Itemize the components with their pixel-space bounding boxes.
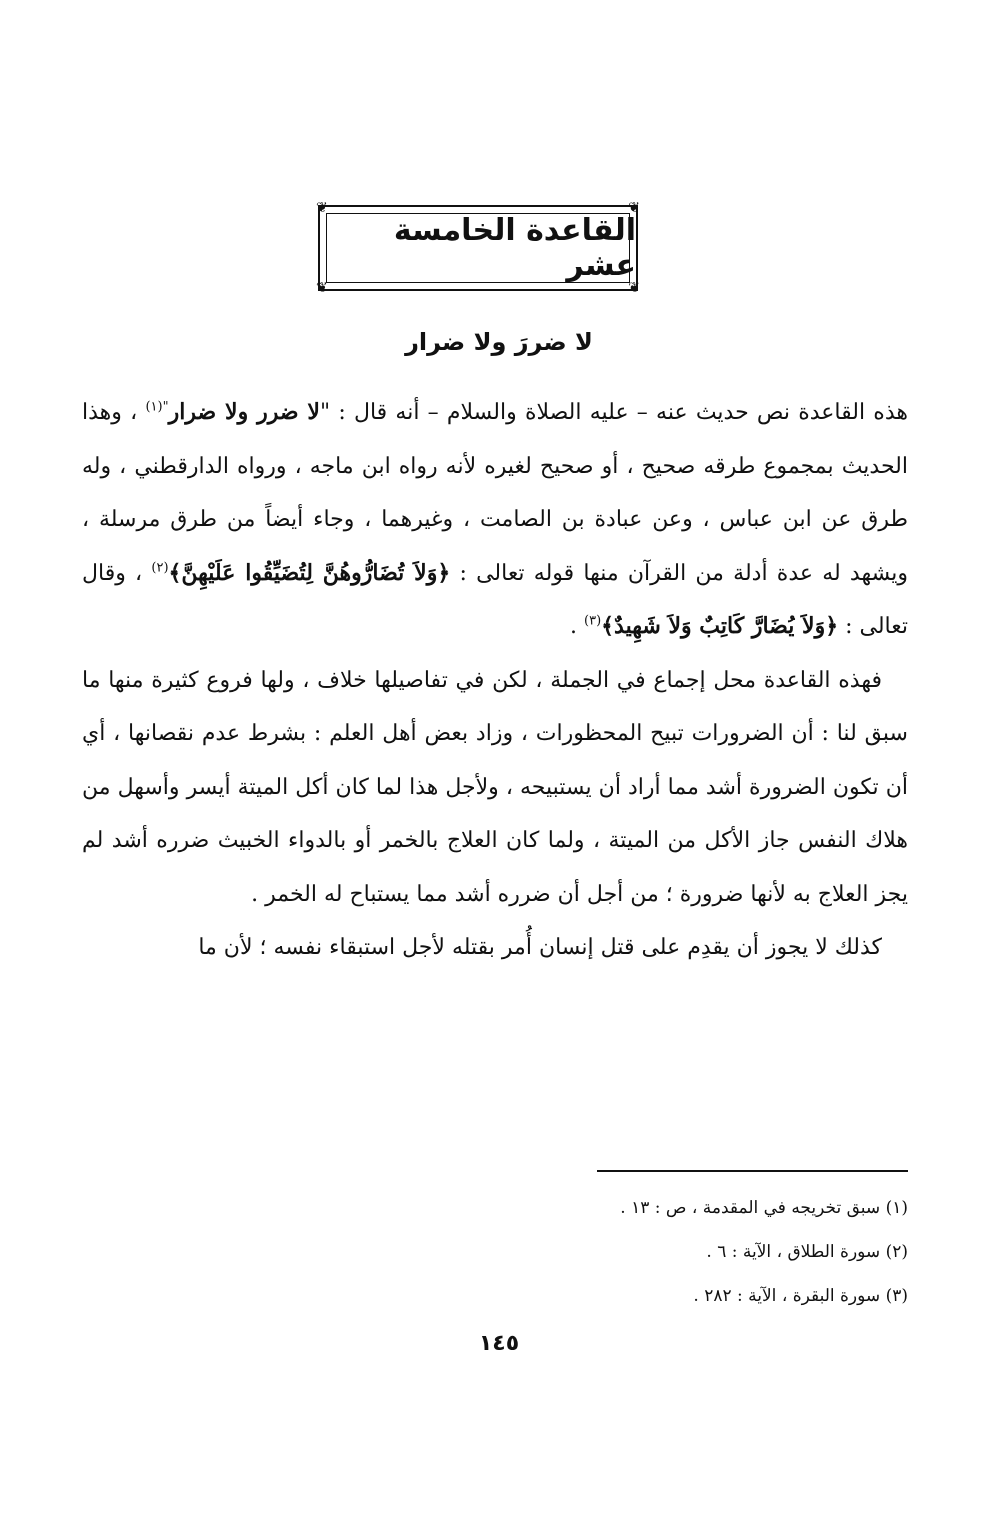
quran-verse-1: ﴿وَلاَ تُضَارُّوهُنَّ لِتُضَيِّقُوا عَلَيْهِنَّ﴾ bbox=[168, 559, 451, 586]
page-number: ١٤٥ bbox=[478, 1331, 520, 1356]
footnote-divider bbox=[597, 1170, 908, 1172]
footnote-ref-3: (٣) bbox=[584, 613, 602, 629]
paragraph-3: كذلك لا يجوز أن يقدِم على قتل إنسان أُمر بقتله لأجل استبقاء نفسه ؛ لأن ما bbox=[198, 935, 882, 960]
paragraph-1-lead: هذه القاعدة نص حديث عنه – عليه الصلاة والسلام – أنه قال : " bbox=[319, 400, 908, 425]
footnote-2: (٢) سورة الطلاق ، الآية : ٦ . bbox=[706, 1242, 908, 1262]
footnote-ref-1: "(١) bbox=[145, 399, 169, 415]
ornament-corner-icon: ❦ bbox=[628, 200, 640, 216]
footnotes bbox=[82, 1186, 908, 1318]
footnote-1: (١) سبق تخريجه في المقدمة ، ص : ١٣ . bbox=[620, 1198, 908, 1218]
ornament-corner-icon: ❦ bbox=[316, 280, 328, 296]
rule-heading: لا ضررَ ولا ضرار bbox=[405, 328, 593, 356]
paragraph-1-middle: ، وهذا الحديث بمجموع طرقه صحيح ، أو صحيح لغيره لأنه رواه ابن ماجه ، ورواه الدارقطني ، وله طرق عن ابن عباس ، وعن عبادة بن الصامت ، وغيرهما ، وجاء أيضاً من طرق مرسلة ، ويشهد له عدة أدلة من القرآن منها قوله تعالى : bbox=[82, 400, 908, 586]
chapter-title-frame bbox=[316, 200, 640, 296]
ornament-corner-icon: ❦ bbox=[316, 200, 328, 216]
main-text bbox=[82, 386, 908, 975]
quran-verse-2: ﴿وَلاَ يُضَارَّ كَاتِبٌ وَلاَ شَهِيدٌ﴾ bbox=[601, 613, 839, 639]
ornament-corner-icon: ❦ bbox=[628, 280, 640, 296]
footnote-3: (٣) سورة البقرة ، الآية : ٢٨٢ . bbox=[693, 1286, 908, 1306]
paragraph-2: فهذه القاعدة محل إجماع في الجملة ، لكن في تفاصيلها خلاف ، ولها فروع كثيرة منها ما سبق لنا : أن الضرورات تبيح المحظورات ، وزاد بعض أهل العلم : بشرط عدم نقصانها ، أي أن تكون الضرورة أشد مما أراد أن يستبيحه ، ولأجل هذا لما كان أكل الميتة أيسر وأسهل من هلاك النفس جاز الأكل من الميتة ، ولما كان العلاج بالخمر أو بالدواء الخبيث ضرره أشد لم يجز العلاج به لأنها ضرورة ؛ من أجل أن ضرره أشد مما يستباح له الخمر . bbox=[82, 667, 908, 907]
paragraph-1-connector: ، وقال تعالى : bbox=[82, 560, 908, 639]
chapter-title: القاعدة الخامسة عشر bbox=[393, 213, 636, 283]
paragraph-1-end: . bbox=[570, 614, 585, 639]
footnote-ref-2: (٢) bbox=[151, 560, 169, 576]
hadith-quote: لا ضرر ولا ضرار bbox=[168, 399, 320, 425]
paragraph-1 bbox=[82, 386, 908, 654]
